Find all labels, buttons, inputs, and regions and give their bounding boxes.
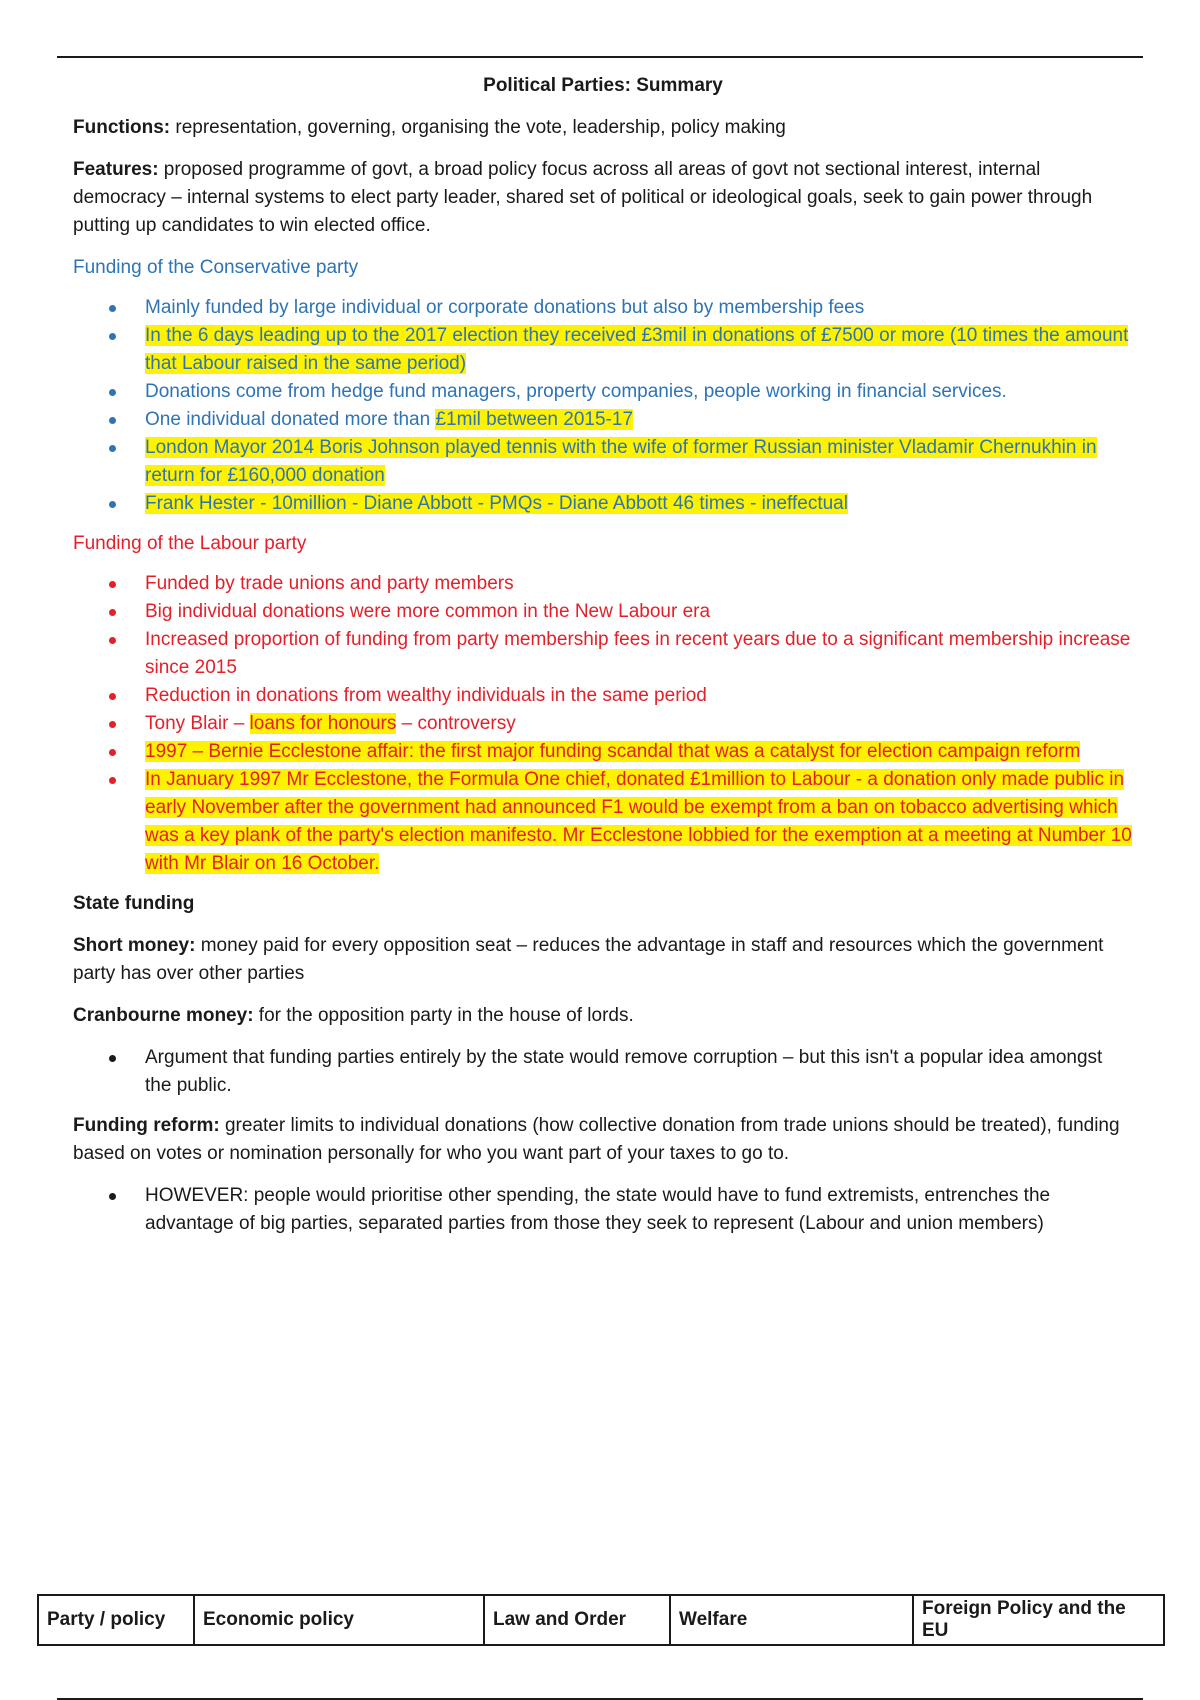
top-rule (57, 56, 1143, 58)
cranbourne-label: Cranbourne money: (73, 1005, 254, 1026)
list-item-text: Reduction in donations from wealthy individuals in the same period (145, 685, 707, 706)
list-item-text: Mainly funded by large individual or corporate donations but also by membership fees (145, 297, 865, 318)
list-item (73, 406, 1133, 434)
document-body (73, 72, 1133, 1250)
list-item-text: HOWEVER: people would prioritise other spending, the state would have to fund extremists, entrenches the advantage of big parties, separated parties from those they seek to represent (Labour and union members) (145, 1185, 1051, 1234)
list-item (73, 434, 1133, 490)
table-header-cell: Law and Order (484, 1595, 670, 1645)
list-item (73, 766, 1133, 878)
bullet-icon (109, 693, 116, 700)
list-item (73, 682, 1133, 710)
list-item (73, 738, 1133, 766)
table-header-cell: Welfare (670, 1595, 913, 1645)
bullet-icon (109, 1055, 116, 1062)
highlighted-text: loans for honours (249, 713, 397, 734)
policy-table (37, 1594, 1165, 1646)
highlighted-text: In January 1997 Mr Ecclestone, the Formula One chief, donated £1million to Labour - a donation only made public in early November after the government had announced F1 would be exempt from a ban on tobacco advertising which was a key plank of the party's election manifesto. Mr Ecclestone lobbied for the exemption at a meeting at Number 10 with Mr Blair on 16 October. (145, 769, 1132, 874)
funding-reform-label: Funding reform: (73, 1115, 220, 1136)
list-item-text: Tony Blair – (145, 713, 250, 734)
labour-list (73, 570, 1133, 878)
list-item (73, 378, 1133, 406)
labour-heading: Funding of the Labour party (73, 533, 307, 554)
bullet-icon (109, 445, 116, 452)
highlighted-text: Frank Hester - 10million - Diane Abbott - PMQs - Diane Abbott 46 times - ineffectual (145, 493, 848, 514)
list-item-text: – controversy (396, 713, 516, 734)
bullet-icon (109, 721, 116, 728)
features-text: proposed programme of govt, a broad policy focus across all areas of govt not sectional interest, internal democracy – internal systems to elect party leader, shared set of political or ideological goals, seek to gain power through putting up candidates to win elected office. (73, 159, 1093, 236)
funding-reform-text: greater limits to individual donations (how collective donation from trade unions should be treated), funding based on votes or nomination personally for who you want part of your taxes to go to. (73, 1115, 1120, 1164)
table-header-cell: Foreign Policy and the EU (913, 1595, 1164, 1645)
functions-text: representation, governing, organising the vote, leadership, policy making (170, 117, 786, 138)
conservative-heading: Funding of the Conservative party (73, 257, 359, 278)
list-item-text: In the (145, 325, 198, 346)
list-item (73, 626, 1133, 682)
list-item (73, 1044, 1133, 1100)
state-funding-heading (73, 890, 1133, 918)
state-funding-title: State funding (73, 893, 195, 914)
short-money-label: Short money: (73, 935, 196, 956)
features-paragraph (73, 156, 1133, 240)
bullet-icon (109, 581, 116, 588)
list-item (73, 294, 1133, 322)
cranbourne-paragraph (73, 1002, 1133, 1030)
list-item-text: Argument that funding parties entirely by the state would remove corruption – but this isn't a popular idea amongst the public. (145, 1047, 1103, 1096)
bullet-icon (109, 333, 116, 340)
list-item (73, 598, 1133, 626)
features-label: Features: (73, 159, 159, 180)
bullet-icon (109, 637, 116, 644)
list-item (73, 570, 1133, 598)
functions-paragraph (73, 114, 1133, 142)
functions-label: Functions: (73, 117, 171, 138)
table-header-cell: Economic policy (194, 1595, 484, 1645)
list-item (73, 710, 1133, 738)
list-item-text: Donations come from hedge fund managers, property companies, people working in financial services. (145, 381, 1007, 402)
conservative-list (73, 294, 1133, 518)
bullet-icon (109, 777, 116, 784)
list-item (73, 322, 1133, 378)
reform-list (73, 1182, 1133, 1238)
short-money-paragraph (73, 932, 1133, 988)
table-header-row (38, 1595, 1164, 1645)
bullet-icon (109, 305, 116, 312)
bullet-icon (109, 417, 116, 424)
list-item (73, 1182, 1133, 1238)
list-item-text: Funded by trade unions and party members (145, 573, 514, 594)
highlighted-text: £1mil between 2015-17 (435, 409, 634, 430)
list-item (73, 490, 1133, 518)
list-item-text: One individual donated more than (145, 409, 436, 430)
bullet-icon (109, 749, 116, 756)
highlighted-text: 1997 – Bernie Ecclestone affair: the first major funding scandal that was a catalyst for election campaign reform (145, 741, 1081, 762)
funding-reform-paragraph (73, 1112, 1133, 1168)
bullet-icon (109, 501, 116, 508)
short-money-text: money paid for every opposition seat – reduces the advantage in staff and resources which the government party has over other parties (73, 935, 1104, 984)
highlighted-text: 6 days leading up to the 2017 election they received £3mil in donations of £7500 or more (10 times the amount that Labour raised in the same period) (145, 325, 1129, 374)
cranbourne-text: for the opposition party in the house of lords. (253, 1005, 634, 1026)
list-item-text: Big individual donations were more common in the New Labour era (145, 601, 711, 622)
state-list (73, 1044, 1133, 1100)
table-header-cell: Party / policy (38, 1595, 194, 1645)
bullet-icon (109, 389, 116, 396)
page-title: Political Parties: Summary (483, 75, 723, 96)
bullet-icon (109, 1193, 116, 1200)
bullet-icon (109, 609, 116, 616)
highlighted-text: London Mayor 2014 Boris Johnson played tennis with the wife of former Russian minister Vladamir Chernukhin in return for £160,000 donation (145, 437, 1097, 486)
list-item-text: Increased proportion of funding from party membership fees in recent years due to a significant membership increase since 2015 (145, 629, 1131, 678)
